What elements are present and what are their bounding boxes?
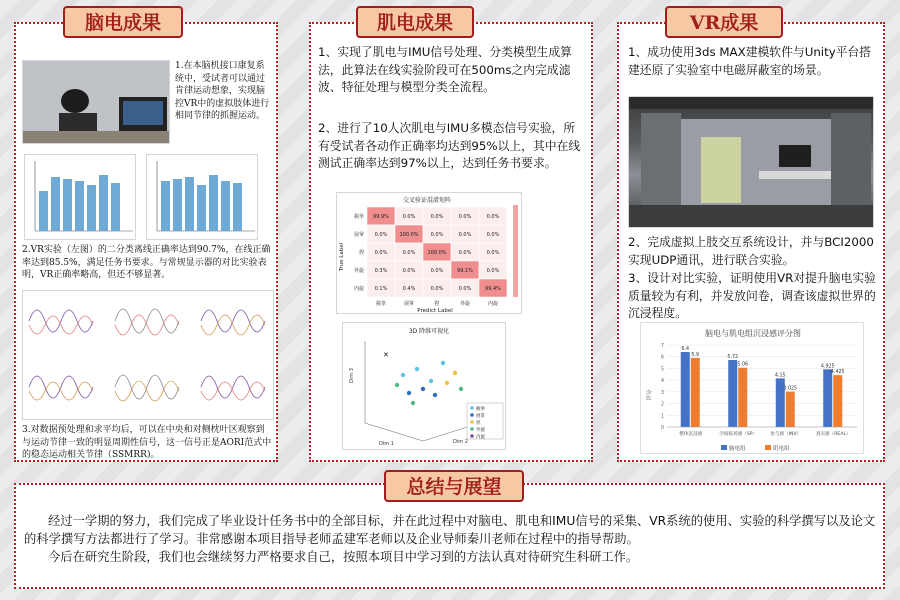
vr-scene-screenshot: [628, 96, 874, 228]
summary-section-title: 总结与展望: [384, 470, 524, 502]
cm-cell-value: 0.0%: [402, 214, 416, 220]
cm-cell-value: 99.4%: [485, 286, 501, 292]
bar-value-label: 4.15: [774, 373, 786, 379]
bar-chart-ytick: 0: [660, 425, 664, 431]
summary-paragraph-1: 经过一学期的努力，我们完成了毕业设计任务书中的全部目标，并在此过程中对脑电、肌电和IMU信号的采集、VR系统的使用、实验的科学撰写以及论文的科学撰写方法都进行了学习。非常感谢本项目指导老师孟建军老师以及企业导师秦川老师在过程中的指导帮助。: [24, 514, 876, 546]
cm-grid: [354, 207, 507, 307]
cm-col-label: 捏: [434, 301, 440, 307]
cm-cell-value: 0.0%: [458, 250, 472, 256]
bar-chart-ytick: 5: [660, 366, 664, 373]
cm-xlabel: Predict Label: [417, 308, 453, 314]
emg-3d-scatter: [342, 322, 506, 450]
eeg-note-2: 2.VR实验（左图）的二分类离线正确率达到90.7%，在线正确率达到85.5%，满足任务书要求。与常规显示器的对比实验表明，VR正确率略高，但还不够显著。: [22, 245, 271, 280]
vr-paragraph-1: 1、成功使用3ds MAX建模软件与Unity平台搭建还原了实验室中电磁屏蔽室的场景。: [628, 45, 872, 77]
svg-text:内旋: 内旋: [476, 435, 485, 440]
cm-cell-value: 100.0%: [399, 232, 419, 238]
bar-chart-title: 脑电与肌电组沉浸感评分图: [705, 329, 801, 338]
vr-paragraph-2: 2、完成虚拟上肢交互系统设计，并与BCI2000实现UDP通讯，进行联合实验。: [628, 235, 874, 267]
emg-confusion-matrix: [336, 192, 522, 314]
bar-emg: [786, 392, 795, 427]
cm-cell-value: 0.0%: [458, 232, 472, 238]
scatter-y-label: Dim 2: [453, 439, 468, 445]
vr-section-title: VR成果: [665, 6, 783, 38]
bar-value-label: 4.925: [820, 364, 835, 370]
cm-title: 交叉验证混淆矩阵: [402, 197, 452, 204]
bar-chart-ytick: 6: [660, 354, 664, 361]
immersion-bar-chart: [640, 322, 864, 454]
emg-paragraph-1: 1、实现了肌电与IMU信号处理、分类模型生成算法，此算法在线实验阶段可在500ms之内完成滤波、特征处理与模型分类全流程。: [318, 45, 572, 94]
legend-swatch: [765, 445, 771, 450]
bar-value-label: 6.4: [681, 347, 690, 353]
cm-cell-value: 0.0%: [374, 250, 388, 256]
emg-paragraph-2: 2、进行了10人次肌电与IMU多模态信号实验，所有受试者各动作正确率均达到95%以上，其中在线测试正确率达到97%以上，达到任务书要求。: [318, 121, 581, 170]
svg-text:外旋: 外旋: [476, 428, 485, 433]
legend-label: 肌电组: [773, 446, 790, 452]
cm-col-label: 内旋: [487, 301, 499, 307]
cm-cell-value: 0.0%: [486, 250, 500, 256]
bar-chart-ylabel: 评分: [647, 389, 653, 401]
bar-value-label: 4.425: [830, 370, 845, 376]
eeg-bar-chart-left: [24, 154, 136, 240]
cm-cell-value: 0.0%: [374, 232, 388, 238]
eeg-waveform-svg: [23, 291, 274, 420]
emg-section-title: 肌电成果: [356, 6, 474, 38]
summary-paragraph-2: 今后在研究生阶段，我们也会继续努力严格要求自己，按照本项目中学习到的方法认真对待研究生科研工作。: [48, 550, 639, 564]
eeg-note-1: 1.在本脑机接口康复系统中，受试者可以通过肯律运动想象，实现脑控VR中的虚拟肢体进行相同节律的抓握运动。: [175, 61, 270, 121]
cm-col-label: 展掌: [403, 301, 415, 307]
cm-cell-value: 0.0%: [402, 250, 416, 256]
bar-eeg: [681, 352, 690, 427]
bar-chart-ytick: 4: [660, 378, 664, 385]
vr-scene-illustration: [629, 97, 874, 228]
bar-emg: [833, 375, 842, 427]
bar-value-label: 3.025: [783, 386, 798, 392]
scatter-z-label: Dim 3: [349, 368, 355, 383]
eeg-note-3: 3.对数据预处理和求平均后，可以在中央和对侧枕叶区观察到与运动节律一致的明显周期性信号，这一信号正是AORI范式中的稳态运动相关节律（SSMRR)。: [22, 425, 272, 460]
cm-ylabel: True Label: [339, 242, 345, 272]
eeg-waveform-grid: [22, 290, 274, 420]
cm-row-label: 外旋: [353, 268, 364, 274]
bar-chart-ytick: 7: [660, 343, 664, 349]
cm-cell-value: 0.0%: [486, 214, 500, 220]
emg-confusion-matrix-svg: [337, 193, 522, 314]
bar-value-label: 5.72: [727, 354, 739, 360]
immersion-bar-chart-svg: [641, 323, 864, 454]
legend-swatch: [721, 445, 727, 450]
bar-category-label: 参与感（INV）: [770, 432, 802, 437]
cm-cell-value: 100.0%: [427, 250, 447, 256]
bar-category-label: 空间临场感（SP）: [719, 432, 758, 437]
cm-cell-value: 0.0%: [486, 268, 500, 274]
cm-cell-value: 0.3%: [374, 268, 388, 274]
eeg-photo-illustration: [23, 61, 170, 144]
scatter-x-label: Dim 1: [379, 441, 394, 447]
cm-cell-value: 0.0%: [430, 214, 444, 220]
bar-chart-ytick: 1: [660, 413, 664, 420]
scatter-points: [383, 351, 463, 405]
bar-eeg: [728, 360, 737, 427]
svg-text:✕: ✕: [383, 351, 389, 359]
svg-text:展掌: 展掌: [476, 414, 485, 419]
bar-value-label: 5.06: [737, 362, 749, 368]
bar-emg: [738, 368, 747, 427]
cm-col-label: 外旋: [459, 301, 471, 307]
cm-cell-value: 0.0%: [430, 232, 444, 238]
cm-cell-value: 99.1%: [457, 268, 473, 274]
eeg-experiment-photo: [22, 60, 170, 144]
cm-row-label: 捏: [358, 250, 364, 256]
bar-eeg: [823, 369, 832, 427]
svg-text:捏: 捏: [476, 421, 481, 426]
cm-row-label: 握拳: [353, 214, 364, 220]
vr-paragraph-3: 3、设计对比实验，证明使用VR对提升脑电实验质量较为有利，并发放问卷，调查该虚拟世界的沉浸程度。: [628, 271, 876, 320]
legend-label: 脑电组: [729, 446, 746, 452]
cm-cell-value: 99.9%: [373, 214, 389, 220]
cm-cell-value: 0.0%: [458, 286, 472, 292]
cm-col-label: 握拳: [375, 301, 387, 307]
cm-cell-value: 0.0%: [430, 268, 444, 274]
bar-value-label: 5.9: [691, 352, 700, 358]
bar-chart-ytick: 2: [660, 401, 664, 408]
cm-cell-value: 0.0%: [486, 232, 500, 238]
eeg-bar-chart-left-svg: [25, 155, 136, 240]
cm-cell-value: 0.4%: [402, 286, 416, 292]
cm-row-label: 展掌: [353, 232, 364, 238]
bar-chart-ytick: 3: [660, 389, 664, 396]
eeg-bar-chart-right-svg: [147, 155, 258, 240]
bar-category-label: 真实感（REAL）: [815, 432, 851, 437]
eeg-bar-chart-right: [146, 154, 258, 240]
cm-cell-value: 0.0%: [458, 214, 472, 220]
eeg-section-title: 脑电成果: [63, 6, 183, 38]
bar-emg: [691, 358, 700, 427]
cm-cell-value: 0.0%: [430, 286, 444, 292]
cm-cell-value: 0.1%: [374, 286, 388, 292]
svg-text:握拳: 握拳: [476, 407, 485, 412]
scatter-title: 3D 降维可视化: [408, 328, 450, 335]
cm-cell-value: 0.0%: [402, 268, 416, 274]
cm-row-label: 内旋: [353, 286, 364, 292]
emg-3d-scatter-svg: [343, 323, 506, 450]
bar-category-label: 整体沉浸感: [679, 432, 703, 437]
